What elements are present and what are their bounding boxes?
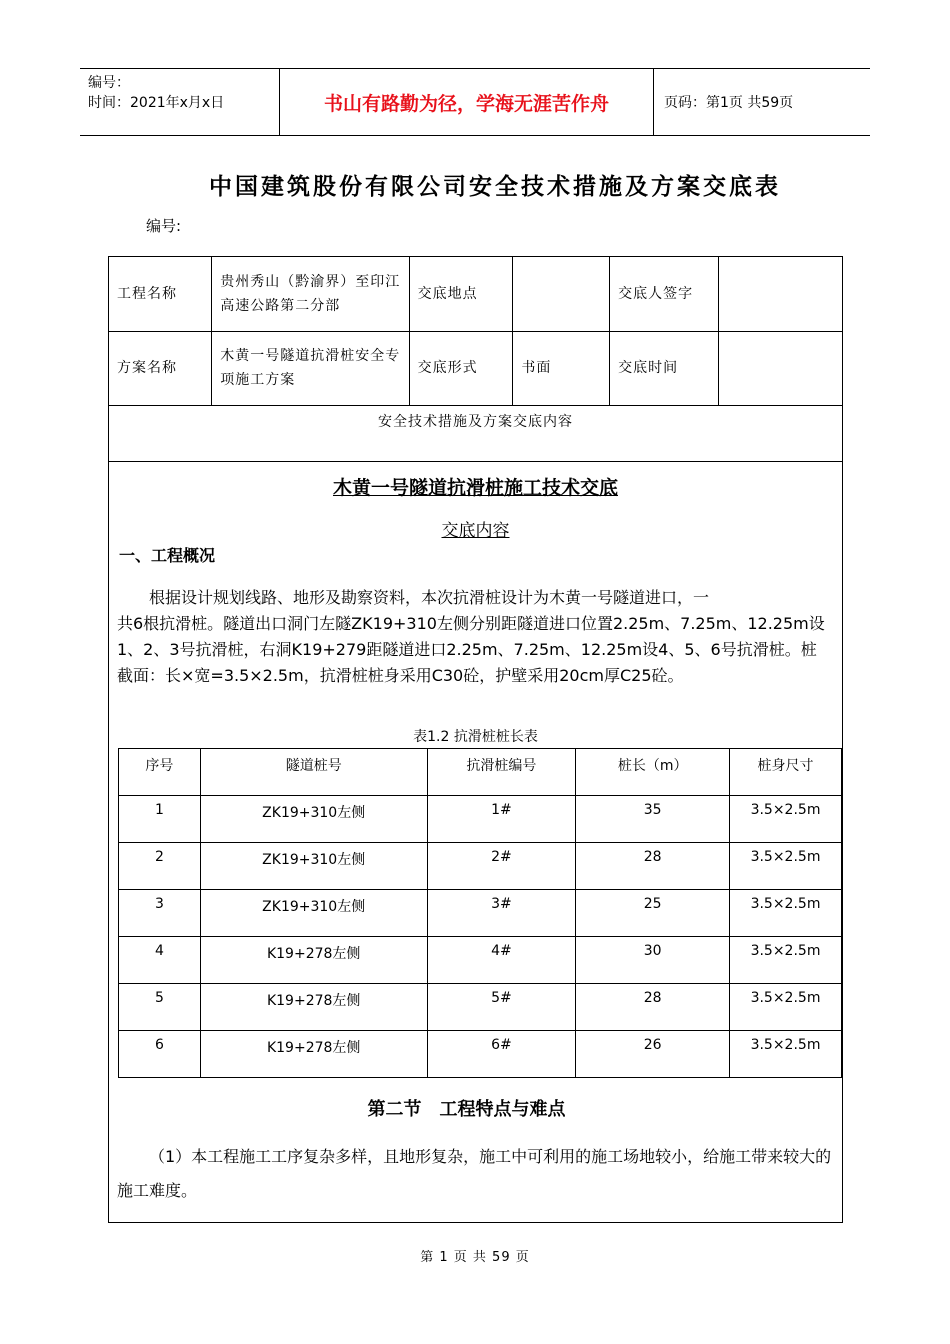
- table-cell: 2: [119, 843, 201, 890]
- header-time-label: 时间：2021年x月x日: [88, 95, 225, 111]
- header-number-label: 编号：: [88, 75, 130, 91]
- table-cell: 3.5×2.5m: [730, 796, 842, 843]
- pile-length-table: [118, 748, 842, 1078]
- section2-title: 工程特点与难点: [439, 1099, 566, 1120]
- table-body: [119, 796, 842, 1078]
- form-label: 交底形式: [409, 331, 513, 405]
- table-cell: 28: [576, 843, 730, 890]
- table-cell: K19+278左侧: [200, 937, 427, 984]
- table-cell: 25: [576, 890, 730, 937]
- table-row: [119, 890, 842, 937]
- table-header-cell: 隧道桩号: [200, 749, 427, 796]
- header-page-info: 页码：第1页 共59页: [664, 95, 794, 111]
- main-title: 木黄一号隧道抗滑桩施工技术交底: [332, 477, 618, 499]
- table-row: [119, 984, 842, 1031]
- overview-rest: 共6根抗滑桩。隧道出口洞门左隧ZK19+310左侧分别距隧道进口位置2.25m、7.25m、12.25m设1、2、3号抗滑桩，右洞K19+279距隧道进口2.25m、7.25m、12.25m设4、5、6号抗滑桩。桩截面：长×宽=3.5×2.5m，抗滑桩桩身采用C30砼，护壁采用20cm厚C25砼。: [117, 614, 825, 685]
- difficulty-paragraph: [117, 1140, 837, 1208]
- table-cell: K19+278左侧: [200, 984, 427, 1031]
- section2-heading: [109, 1095, 842, 1121]
- table-cell: ZK19+310左侧: [200, 796, 427, 843]
- disclosure-form: [108, 256, 843, 1223]
- table-cell: 4: [119, 937, 201, 984]
- table-cell: K19+278左侧: [200, 1031, 427, 1078]
- table-row: [119, 937, 842, 984]
- table-cell: 3: [119, 890, 201, 937]
- table-cell: 30: [576, 937, 730, 984]
- table-cell: 3.5×2.5m: [730, 843, 842, 890]
- table-cell: 6#: [427, 1031, 576, 1078]
- table-cell: 5: [119, 984, 201, 1031]
- plan-name-value: 木黄一号隧道抗滑桩安全专项施工方案: [212, 331, 409, 405]
- page-header: [80, 68, 870, 136]
- table-cell: 3.5×2.5m: [730, 984, 842, 1031]
- page-footer: 第 1 页 共 59 页: [420, 1250, 530, 1265]
- plan-name-label: 方案名称: [109, 331, 212, 405]
- table-cell: ZK19+310左侧: [200, 843, 427, 890]
- section2-number: 第二节: [367, 1099, 422, 1120]
- table-cell: 1: [119, 796, 201, 843]
- table-cell: 3.5×2.5m: [730, 1031, 842, 1078]
- document-title: 中国建筑股份有限公司安全技术措施及方案交底表: [209, 174, 781, 200]
- table-cell: 5#: [427, 984, 576, 1031]
- table-cell: 2#: [427, 843, 576, 890]
- table-cell: 6: [119, 1031, 201, 1078]
- table-header-cell: 序号: [119, 749, 201, 796]
- project-name-value: 贵州秀山（黔渝界）至印江高速公路第二分部: [212, 257, 409, 331]
- document-number-label: 编号:: [146, 217, 182, 235]
- table-cell: 3.5×2.5m: [730, 937, 842, 984]
- overview-paragraph: [117, 585, 832, 689]
- form-value: 书面: [513, 331, 610, 405]
- table-cell: 3.5×2.5m: [730, 890, 842, 937]
- signer-value: [718, 257, 842, 331]
- table-row: [119, 1031, 842, 1078]
- time-value: [718, 331, 842, 405]
- table-cell: 28: [576, 984, 730, 1031]
- content-section-header: 安全技术措施及方案交底内容: [109, 405, 842, 461]
- meta-table: [109, 257, 842, 462]
- overview-line1: 根据设计规划线路、地形及勘察资料，本次抗滑桩设计为木黄一号隧道进口，一: [149, 588, 710, 607]
- table-caption: 表1.2 抗滑桩桩长表: [413, 729, 538, 745]
- table-header-cell: 桩身尺寸: [730, 749, 842, 796]
- header-left: [80, 69, 280, 135]
- location-value: [513, 257, 610, 331]
- project-name-label: 工程名称: [109, 257, 212, 331]
- table-cell: 35: [576, 796, 730, 843]
- time-label: 交底时间: [610, 331, 719, 405]
- signer-label: 交底人签字: [610, 257, 719, 331]
- location-label: 交底地点: [409, 257, 513, 331]
- difficulty-text: （1）本工程施工工序复杂多样，且地形复杂，施工中可利用的施工场地较小，给施工带来较大的施工难度。: [117, 1147, 832, 1200]
- table-cell: 26: [576, 1031, 730, 1078]
- table-header-cell: 桩长（m）: [576, 749, 730, 796]
- table-row: [119, 796, 842, 843]
- section1-heading: 一、工程概况: [119, 546, 216, 565]
- table-cell: 4#: [427, 937, 576, 984]
- table-header-cell: 抗滑桩编号: [427, 749, 576, 796]
- table-cell: 3#: [427, 890, 576, 937]
- table-header-row: [119, 749, 842, 796]
- sub-title: 交底内容: [441, 521, 510, 541]
- table-cell: ZK19+310左侧: [200, 890, 427, 937]
- table-row: [119, 843, 842, 890]
- header-motto: 书山有路勤为径，学海无涯苦作舟: [280, 69, 654, 135]
- table-cell: 1#: [427, 796, 576, 843]
